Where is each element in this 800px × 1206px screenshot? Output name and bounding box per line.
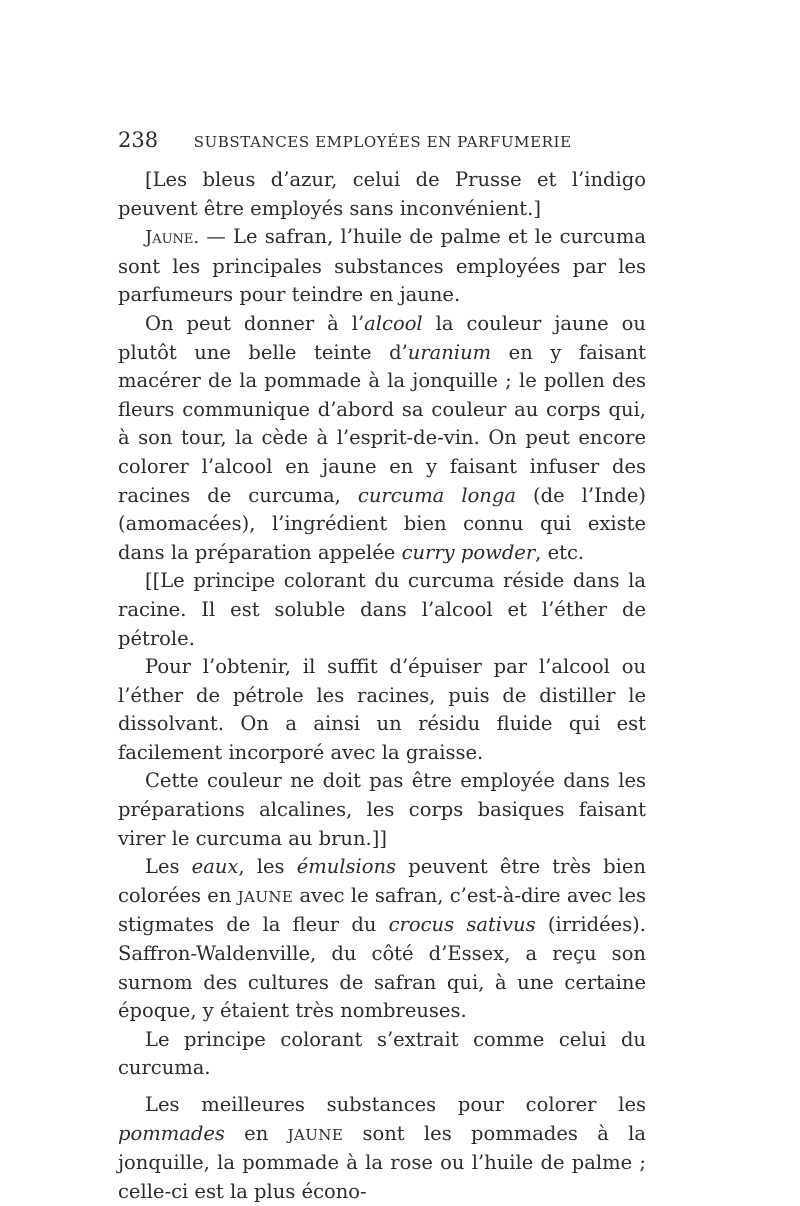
page-header	[118, 128, 658, 152]
italic-term: uranium	[407, 340, 492, 364]
paragraph-blues: [Les bleus d’azur, celui de Prusse et l’indigo peuvent être employés sans inconvénient.]	[118, 168, 646, 220]
text-run: Les meilleures substances pour colorer les	[145, 1093, 646, 1116]
paragraph-obtention: Pour l’obtenir, il suffit d’épuiser par l’alcool ou l’éther de pétrole les racines, puis de distiller le dissolvant. On a ainsi un résidu fluide qui est facilement incorporé avec la graisse.	[118, 655, 646, 764]
text-run: (irridées). Saffron-Waldenville, du côté d’Essex, a reçu son surnom des cultures de safran qui, à une certaine époque, y étaient très nombreuses.	[118, 913, 646, 1023]
italic-term: crocus sativus	[388, 913, 536, 937]
italic-term: curry powder	[401, 540, 536, 564]
paragraph-principle-extraction: Le principe colorant s’extrait comme celui du curcuma.	[118, 1027, 646, 1080]
paragraph-eaux-emulsions	[118, 853, 646, 1026]
section-label-jaune: Jaune.	[145, 227, 200, 249]
paragraph-curcuma-principle: [[Le principe colorant du curcuma réside dans la racine. Il est soluble dans l’alcool et l’éther de pétrole.	[118, 569, 646, 650]
text-run: avec le safran, c’est-à-dire avec les stigmates de la fleur du	[118, 883, 646, 937]
body-text	[118, 166, 646, 1206]
text-run: en y faisant macérer de la pommade à la jonquille ; le pollen des fleurs communique d’abord sa couleur au corps qui, à son tour, la cède à l’esprit-de-vin. On peut encore colorer l’alcool en jaune en y faisant infuser des racines de curcuma,	[118, 340, 646, 507]
text-run: sont les pommades à la jonquille, la pommade à la rose ou l’huile de palme ; celle-ci est la plus écono-	[118, 1121, 646, 1203]
small-caps-term: JAUNE	[237, 887, 294, 906]
text-run: la couleur jaune ou plutôt une belle teinte d’	[118, 311, 646, 364]
text-run: , etc.	[535, 540, 585, 564]
text-run: (de l’Inde) (amomacées), l’ingrédient bien connu qui existe dans la préparation appelée	[118, 483, 646, 564]
paragraph-alcool	[118, 310, 646, 567]
italic-term: alcool	[364, 311, 423, 335]
italic-term: pommades	[118, 1121, 225, 1145]
italic-term: eaux	[191, 855, 239, 879]
italic-term: curcuma longa	[357, 483, 516, 507]
paragraph-text: — Le safran, l’huile de palme et le curcuma sont les principales substances employées par les parfumeurs pour teindre en jaune.	[118, 225, 646, 307]
text-run: , les	[238, 855, 297, 879]
paragraph-alkaline-warning: Cette couleur ne doit pas être employée dans les préparations alcalines, les corps basiques faisant virer le curcuma au brun.]]	[118, 769, 646, 850]
text-run: peuvent être très bien colorées en	[118, 855, 646, 907]
text-run: On peut donner à l’	[145, 311, 365, 335]
text-run: Les	[145, 855, 192, 879]
page-number: 238	[118, 128, 159, 152]
running-title: SUBSTANCES EMPLOYÉES EN PARFUMERIE	[193, 133, 572, 151]
small-caps-term: JAUNE	[287, 1125, 344, 1144]
paragraph-pommades	[118, 1091, 646, 1206]
paragraph-jaune-intro	[118, 223, 646, 310]
text-run: en	[224, 1121, 288, 1145]
italic-term: émulsions	[296, 855, 397, 879]
